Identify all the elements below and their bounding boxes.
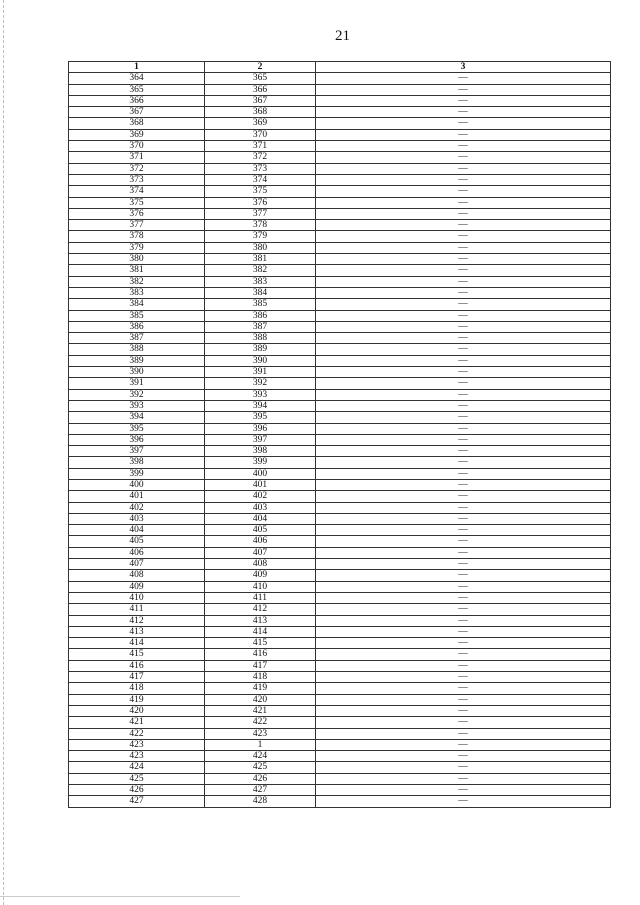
table-row: [69, 197, 611, 208]
table-cell-col2: 397: [205, 434, 316, 445]
table-cell-col2: 408: [205, 559, 316, 570]
table-cell-col1: 410: [69, 592, 205, 603]
table-cell-col2: 414: [205, 626, 316, 637]
table-cell-col2: 392: [205, 378, 316, 389]
table-cell-col1: 424: [69, 762, 205, 773]
table-cell-col2: 380: [205, 242, 316, 253]
table-row: [69, 208, 611, 219]
table-cell-col3: —: [316, 739, 611, 750]
table-row: [69, 479, 611, 490]
table-cell-col3: —: [316, 242, 611, 253]
table-row: [69, 717, 611, 728]
table-row: [69, 141, 611, 152]
table-cell-col3: —: [316, 615, 611, 626]
table-cell-col1: 387: [69, 333, 205, 344]
table-cell-col1: 396: [69, 434, 205, 445]
table-cell-col3: —: [316, 457, 611, 468]
table-cell-col2: 375: [205, 186, 316, 197]
table-row: [69, 638, 611, 649]
table-cell-col3: —: [316, 389, 611, 400]
table-cell-col2: 371: [205, 141, 316, 152]
table-cell-col3: —: [316, 592, 611, 603]
table-row: [69, 615, 611, 626]
table-row: [69, 378, 611, 389]
data-table-container: [68, 61, 611, 808]
table-cell-col2: 416: [205, 649, 316, 660]
table-cell-col3: —: [316, 694, 611, 705]
table-cell-col3: —: [316, 773, 611, 784]
table-cell-col1: 376: [69, 208, 205, 219]
table-cell-col1: 423: [69, 739, 205, 750]
table-row: [69, 276, 611, 287]
table-cell-col3: —: [316, 220, 611, 231]
table-cell-col3: —: [316, 129, 611, 140]
scan-bottom-mark: [0, 896, 240, 897]
table-cell-col2: 417: [205, 660, 316, 671]
table-row: [69, 592, 611, 603]
table-cell-col3: —: [316, 502, 611, 513]
table-cell-col1: 389: [69, 355, 205, 366]
table-row: [69, 73, 611, 84]
table-cell-col1: 374: [69, 186, 205, 197]
table-cell-col1: 388: [69, 344, 205, 355]
table-cell-col3: —: [316, 513, 611, 524]
table-cell-col1: 373: [69, 174, 205, 185]
table-row: [69, 400, 611, 411]
table-cell-col3: —: [316, 649, 611, 660]
table-row: [69, 231, 611, 242]
table-row: [69, 728, 611, 739]
table-cell-col2: 388: [205, 333, 316, 344]
table-cell-col2: 426: [205, 773, 316, 784]
table-cell-col2: 420: [205, 694, 316, 705]
table-cell-col2: 374: [205, 174, 316, 185]
table-cell-col1: 416: [69, 660, 205, 671]
table-cell-col3: —: [316, 152, 611, 163]
column-header-2: 2: [205, 62, 316, 73]
table-cell-col3: —: [316, 174, 611, 185]
table-cell-col1: 401: [69, 491, 205, 502]
table-cell-col1: 417: [69, 672, 205, 683]
table-row: [69, 581, 611, 592]
table-cell-col3: —: [316, 536, 611, 547]
table-cell-col3: —: [316, 299, 611, 310]
table-cell-col1: 392: [69, 389, 205, 400]
table-cell-col2: 368: [205, 107, 316, 118]
table-cell-col1: 423: [69, 751, 205, 762]
table-row: [69, 762, 611, 773]
table-cell-col1: 364: [69, 73, 205, 84]
table-cell-col1: 391: [69, 378, 205, 389]
table-row: [69, 254, 611, 265]
table-cell-col3: —: [316, 728, 611, 739]
table-row: [69, 683, 611, 694]
column-header-1: 1: [69, 62, 205, 73]
table-cell-col2: 415: [205, 638, 316, 649]
table-cell-col3: —: [316, 559, 611, 570]
table-cell-col3: —: [316, 705, 611, 716]
table-cell-col2: 409: [205, 570, 316, 581]
table-cell-col3: —: [316, 118, 611, 129]
table-cell-col2: 391: [205, 367, 316, 378]
table-cell-col1: 379: [69, 242, 205, 253]
table-cell-col2: 421: [205, 705, 316, 716]
table-row: [69, 310, 611, 321]
table-cell-col3: —: [316, 672, 611, 683]
table-cell-col3: —: [316, 683, 611, 694]
column-header-3: 3: [316, 62, 611, 73]
table-cell-col3: —: [316, 491, 611, 502]
table-row: [69, 660, 611, 671]
table-row: [69, 751, 611, 762]
table-row: [69, 423, 611, 434]
table-row: [69, 604, 611, 615]
table-cell-col1: 371: [69, 152, 205, 163]
table-cell-col3: —: [316, 344, 611, 355]
table-cell-col3: —: [316, 796, 611, 807]
table-cell-col2: 384: [205, 287, 316, 298]
table-body: [69, 73, 611, 807]
table-row: [69, 265, 611, 276]
table-cell-col2: 413: [205, 615, 316, 626]
table-cell-col2: 370: [205, 129, 316, 140]
table-cell-col1: 375: [69, 197, 205, 208]
table-cell-col2: 400: [205, 468, 316, 479]
table-cell-col1: 411: [69, 604, 205, 615]
table-row: [69, 287, 611, 298]
table-cell-col1: 419: [69, 694, 205, 705]
table-cell-col1: 406: [69, 547, 205, 558]
table-cell-col1: 386: [69, 321, 205, 332]
table-row: [69, 694, 611, 705]
table-row: [69, 796, 611, 807]
table-cell-col2: 406: [205, 536, 316, 547]
table-cell-col3: —: [316, 355, 611, 366]
table-row: [69, 84, 611, 95]
table-cell-col2: 407: [205, 547, 316, 558]
table-cell-col3: —: [316, 412, 611, 423]
table-cell-col3: —: [316, 107, 611, 118]
table-row: [69, 705, 611, 716]
table-row: [69, 174, 611, 185]
table-cell-col3: —: [316, 321, 611, 332]
table-cell-col1: 402: [69, 502, 205, 513]
table-cell-col2: 378: [205, 220, 316, 231]
table-cell-col2: 428: [205, 796, 316, 807]
table-cell-col1: 369: [69, 129, 205, 140]
table-cell-col3: —: [316, 638, 611, 649]
table-cell-col1: 382: [69, 276, 205, 287]
table-cell-col3: —: [316, 762, 611, 773]
table-row: [69, 513, 611, 524]
table-cell-col3: —: [316, 479, 611, 490]
table-cell-col2: 401: [205, 479, 316, 490]
table-cell-col3: —: [316, 141, 611, 152]
table-cell-col2: 386: [205, 310, 316, 321]
table-row: [69, 163, 611, 174]
table-cell-col3: —: [316, 604, 611, 615]
table-cell-col1: 427: [69, 796, 205, 807]
table-cell-col2: 399: [205, 457, 316, 468]
table-cell-col2: 422: [205, 717, 316, 728]
table-cell-col1: 418: [69, 683, 205, 694]
page-number: 21: [335, 28, 350, 44]
table-cell-col3: —: [316, 525, 611, 536]
table-cell-col3: —: [316, 367, 611, 378]
table-cell-col2: 396: [205, 423, 316, 434]
table-cell-col1: 378: [69, 231, 205, 242]
table-cell-col3: —: [316, 468, 611, 479]
table-cell-col2: 389: [205, 344, 316, 355]
table-cell-col3: —: [316, 84, 611, 95]
table-cell-col1: 403: [69, 513, 205, 524]
table-cell-col1: 365: [69, 84, 205, 95]
table-row: [69, 547, 611, 558]
table-cell-col1: 384: [69, 299, 205, 310]
table-cell-col2: 367: [205, 95, 316, 106]
table-cell-col2: 379: [205, 231, 316, 242]
table-cell-col3: —: [316, 626, 611, 637]
table-row: [69, 626, 611, 637]
table-cell-col2: 377: [205, 208, 316, 219]
table-cell-col2: 381: [205, 254, 316, 265]
table-cell-col1: 415: [69, 649, 205, 660]
table-cell-col1: 420: [69, 705, 205, 716]
table-cell-col2: 369: [205, 118, 316, 129]
table-cell-col1: 367: [69, 107, 205, 118]
table-cell-col1: 407: [69, 559, 205, 570]
table-cell-col1: 390: [69, 367, 205, 378]
table-row: [69, 785, 611, 796]
table-cell-col3: —: [316, 400, 611, 411]
table-cell-col2: 412: [205, 604, 316, 615]
data-table: [68, 61, 611, 808]
table-row: [69, 525, 611, 536]
table-cell-col1: 381: [69, 265, 205, 276]
table-row: [69, 344, 611, 355]
table-cell-col2: 419: [205, 683, 316, 694]
table-cell-col1: 377: [69, 220, 205, 231]
table-cell-col2: 1: [205, 739, 316, 750]
table-cell-col2: 395: [205, 412, 316, 423]
table-cell-col3: —: [316, 333, 611, 344]
table-row: [69, 672, 611, 683]
table-cell-col3: —: [316, 163, 611, 174]
table-cell-col1: 383: [69, 287, 205, 298]
table-cell-col3: —: [316, 547, 611, 558]
table-cell-col3: —: [316, 660, 611, 671]
table-cell-col1: 397: [69, 446, 205, 457]
table-cell-col2: 383: [205, 276, 316, 287]
table-row: [69, 107, 611, 118]
table-cell-col1: 426: [69, 785, 205, 796]
table-row: [69, 468, 611, 479]
table-row: [69, 502, 611, 513]
table-cell-col1: 421: [69, 717, 205, 728]
table-cell-col3: —: [316, 265, 611, 276]
table-cell-col3: —: [316, 95, 611, 106]
table-row: [69, 389, 611, 400]
table-cell-col3: —: [316, 287, 611, 298]
table-cell-col3: —: [316, 208, 611, 219]
table-cell-col1: 422: [69, 728, 205, 739]
table-cell-col1: 370: [69, 141, 205, 152]
table-cell-col2: 405: [205, 525, 316, 536]
scan-edge-mark: [0, 0, 4, 905]
table-cell-col3: —: [316, 254, 611, 265]
table-cell-col2: 390: [205, 355, 316, 366]
table-cell-col1: 405: [69, 536, 205, 547]
table-cell-col1: 393: [69, 400, 205, 411]
table-cell-col2: 398: [205, 446, 316, 457]
table-row: [69, 536, 611, 547]
table-row: [69, 739, 611, 750]
table-cell-col2: 387: [205, 321, 316, 332]
table-cell-col2: 365: [205, 73, 316, 84]
table-cell-col1: 404: [69, 525, 205, 536]
table-row: [69, 220, 611, 231]
table-cell-col2: 410: [205, 581, 316, 592]
table-cell-col3: —: [316, 73, 611, 84]
table-cell-col3: —: [316, 581, 611, 592]
table-cell-col3: —: [316, 423, 611, 434]
table-cell-col1: 398: [69, 457, 205, 468]
table-cell-col2: 372: [205, 152, 316, 163]
table-cell-col1: 408: [69, 570, 205, 581]
table-cell-col1: 385: [69, 310, 205, 321]
table-cell-col1: 412: [69, 615, 205, 626]
table-cell-col2: 393: [205, 389, 316, 400]
table-cell-col2: 423: [205, 728, 316, 739]
table-cell-col1: 425: [69, 773, 205, 784]
table-cell-col1: 414: [69, 638, 205, 649]
table-header-row: [69, 62, 611, 73]
table-cell-col2: 373: [205, 163, 316, 174]
table-row: [69, 434, 611, 445]
table-cell-col2: 411: [205, 592, 316, 603]
table-cell-col2: 382: [205, 265, 316, 276]
table-row: [69, 129, 611, 140]
table-cell-col2: 425: [205, 762, 316, 773]
table-cell-col2: 376: [205, 197, 316, 208]
table-row: [69, 242, 611, 253]
table-cell-col2: 394: [205, 400, 316, 411]
table-cell-col1: 400: [69, 479, 205, 490]
table-cell-col1: 366: [69, 95, 205, 106]
table-row: [69, 559, 611, 570]
table-cell-col3: —: [316, 231, 611, 242]
table-cell-col2: 403: [205, 502, 316, 513]
table-row: [69, 333, 611, 344]
table-cell-col1: 399: [69, 468, 205, 479]
table-cell-col1: 372: [69, 163, 205, 174]
table-cell-col1: 380: [69, 254, 205, 265]
table-row: [69, 118, 611, 129]
table-cell-col3: —: [316, 378, 611, 389]
table-cell-col2: 385: [205, 299, 316, 310]
table-cell-col3: —: [316, 186, 611, 197]
table-row: [69, 95, 611, 106]
table-cell-col1: 395: [69, 423, 205, 434]
table-cell-col1: 413: [69, 626, 205, 637]
table-row: [69, 773, 611, 784]
table-row: [69, 299, 611, 310]
table-cell-col3: —: [316, 570, 611, 581]
table-row: [69, 152, 611, 163]
table-row: [69, 446, 611, 457]
table-cell-col1: 409: [69, 581, 205, 592]
table-row: [69, 321, 611, 332]
table-cell-col3: —: [316, 446, 611, 457]
table-row: [69, 355, 611, 366]
table-cell-col3: —: [316, 434, 611, 445]
table-row: [69, 186, 611, 197]
table-cell-col1: 368: [69, 118, 205, 129]
table-cell-col3: —: [316, 751, 611, 762]
table-cell-col2: 402: [205, 491, 316, 502]
table-row: [69, 649, 611, 660]
table-row: [69, 570, 611, 581]
table-cell-col3: —: [316, 785, 611, 796]
table-cell-col3: —: [316, 197, 611, 208]
table-cell-col2: 404: [205, 513, 316, 524]
table-cell-col2: 427: [205, 785, 316, 796]
table-row: [69, 412, 611, 423]
table-cell-col2: 424: [205, 751, 316, 762]
table-cell-col3: —: [316, 717, 611, 728]
table-cell-col1: 394: [69, 412, 205, 423]
table-cell-col3: —: [316, 276, 611, 287]
table-row: [69, 367, 611, 378]
table-row: [69, 457, 611, 468]
table-cell-col2: 366: [205, 84, 316, 95]
table-cell-col3: —: [316, 310, 611, 321]
table-cell-col2: 418: [205, 672, 316, 683]
table-row: [69, 491, 611, 502]
